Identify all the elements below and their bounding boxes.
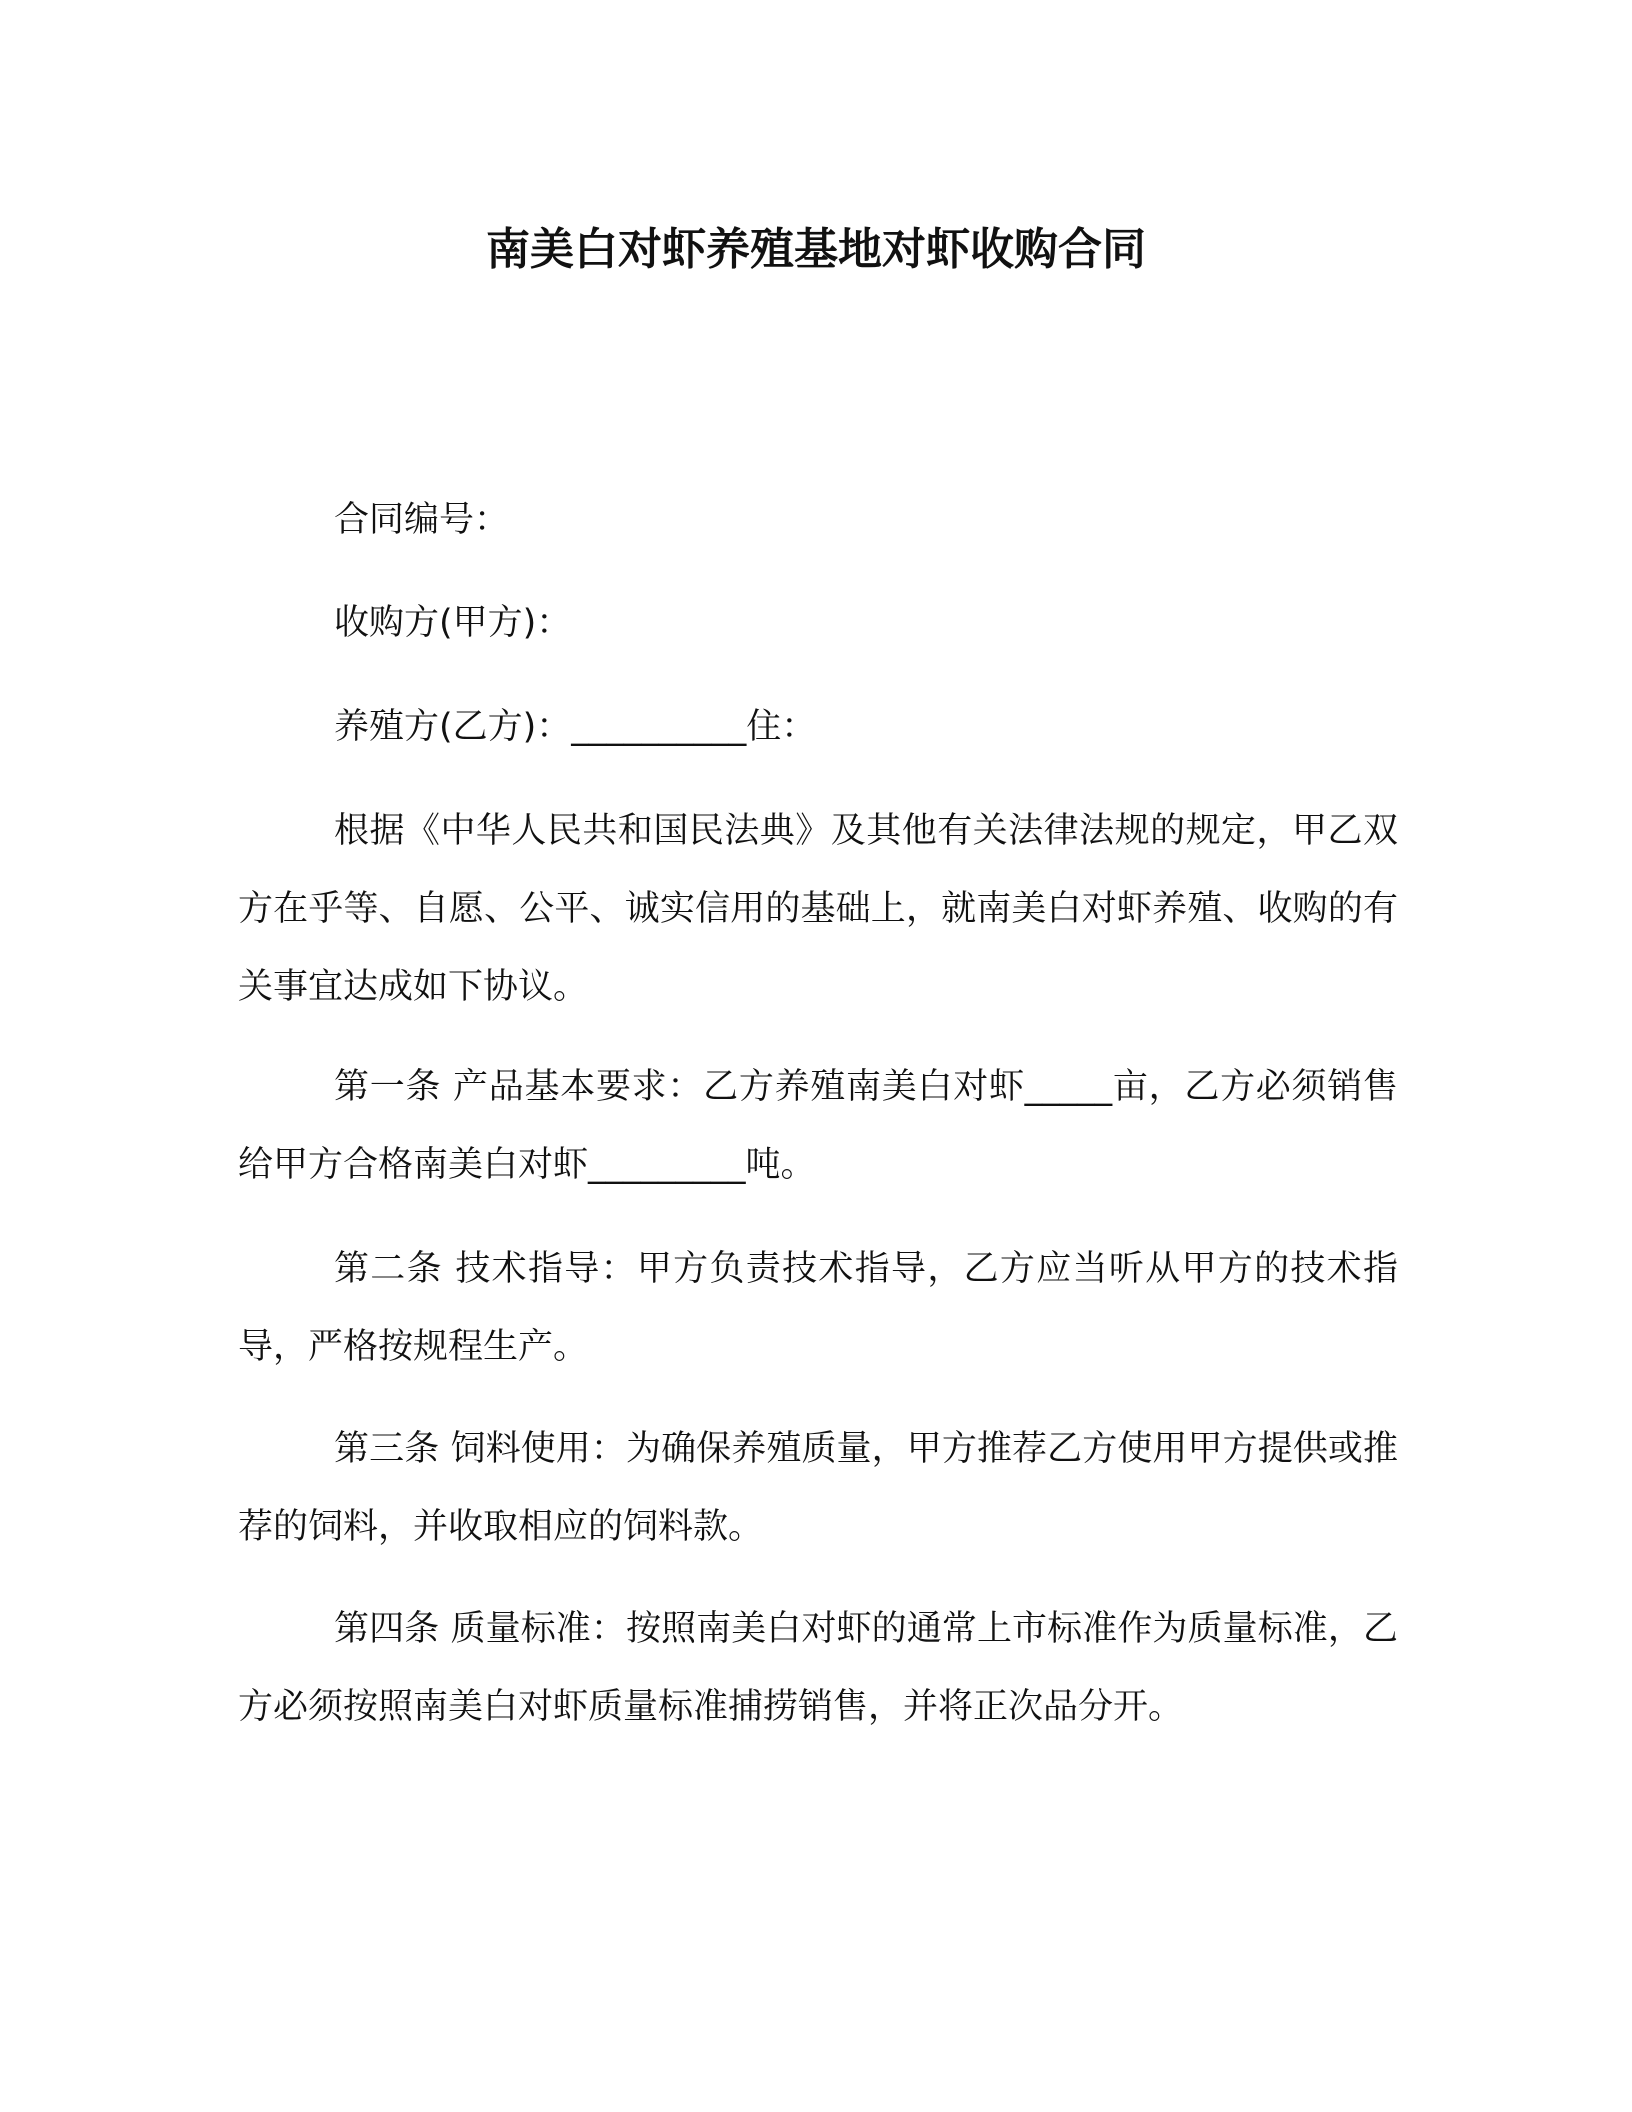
article-3-paragraph: 第三条 饲料使用：为确保养殖质量，甲方推荐乙方使用甲方提供或推荐的饲料，并收取相应的饲料款。: [238, 1429, 1398, 1547]
breeder-party-field: 养殖方(乙方)：__________住：: [334, 707, 817, 747]
article-4-paragraph: 第四条 质量标准：按照南美白对虾的通常上市标准作为质量标准，乙方必须按照南美白对虾质量标准捕捞销售，并将正次品分开。: [238, 1609, 1398, 1727]
contract-number-field: 合同编号：: [334, 500, 510, 540]
article-2-paragraph: 第二条 技术指导：甲方负责技术指导，乙方应当听从甲方的技术指导，严格按规程生产。: [238, 1249, 1398, 1367]
buyer-party-field: 收购方(甲方)：: [334, 603, 572, 643]
document-title: 南美白对虾养殖基地对虾收购合同: [486, 224, 1146, 275]
intro-paragraph: 根据《中华人民共和国民法典》及其他有关法律法规的规定，甲乙双方在乎等、自愿、公平、诚实信用的基础上，就南美白对虾养殖、收购的有关事宜达成如下协议。: [238, 811, 1398, 1007]
article-1-paragraph: 第一条 产品基本要求：乙方养殖南美白对虾_____亩，乙方必须销售给甲方合格南美白对虾_________吨。: [238, 1067, 1398, 1185]
